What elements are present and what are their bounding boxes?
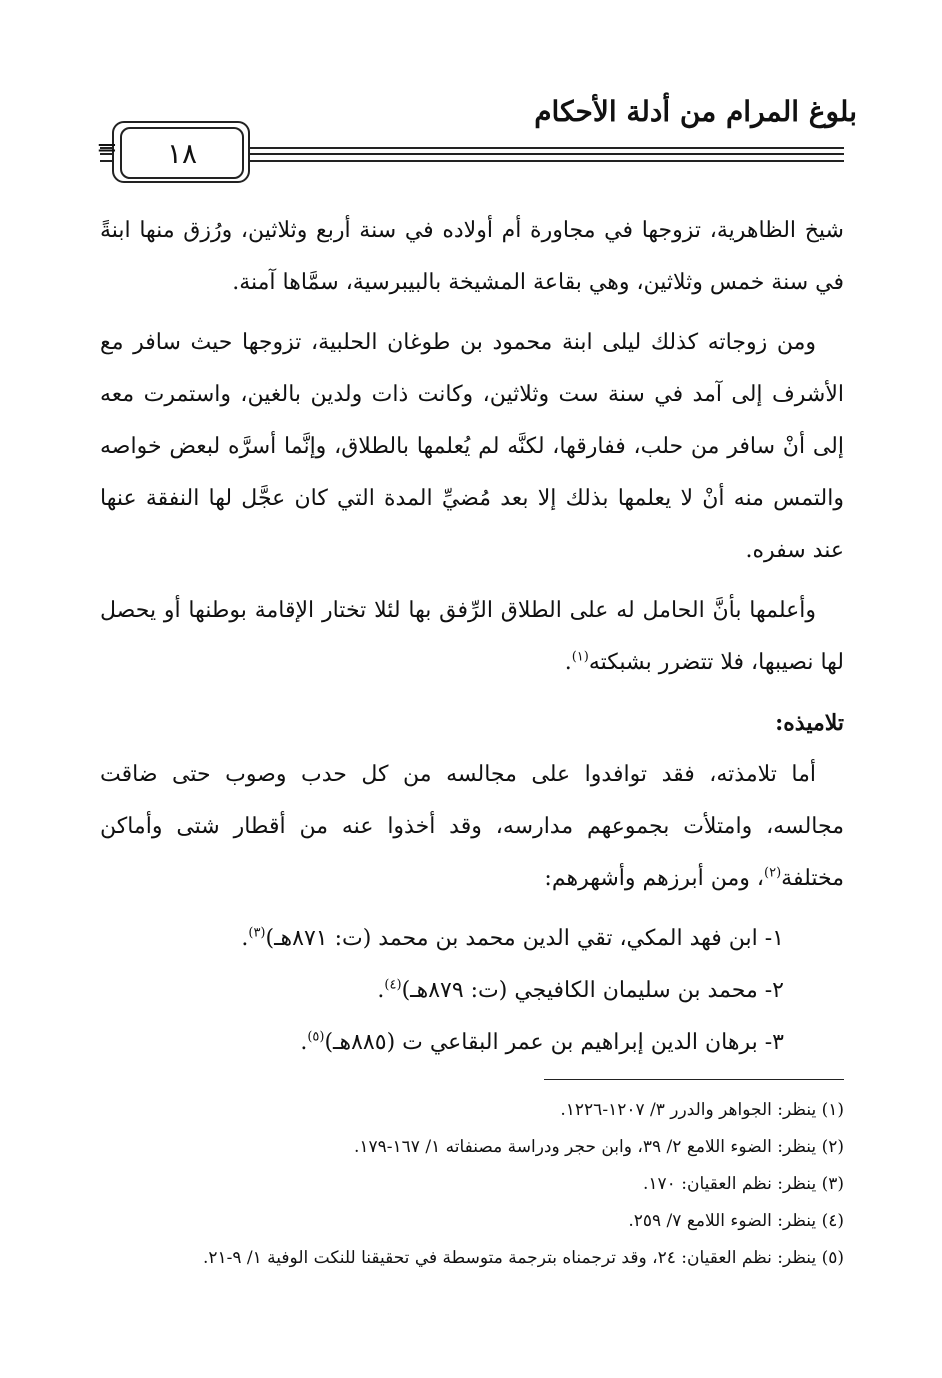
paragraph: شيخ الظاهرية، تزوجها في مجاورة أم أولاده في سنة أربع وثلاثين، ورُزق منها ابنةً في سنة خمس وثلاثين، وهي بقاعة المشيخة بالبيبرسية، سمَّاها آمنة. <box>100 218 844 295</box>
page-number: ١٨ <box>120 127 244 179</box>
list-item: ٢- محمد بن سليمان الكافيجي (ت: ٨٧٩هـ)$^{(٤)}$. <box>377 977 784 1003</box>
footnote-ref: (٥) <box>307 1029 325 1045</box>
section-heading: تلاميذه: <box>775 710 844 736</box>
paragraph-text: ، ومن أبرزهم وأشهرهم: <box>544 866 765 891</box>
footnote-ref: (١) <box>571 649 589 665</box>
footnote: (٥) ينظر: نظم العقيان: ٢٤، وقد ترجمناه بترجمة متوسطة في تحقيقنا للنكت الوفية ١/ ٩-٢١. <box>202 1248 844 1268</box>
punctuation: . <box>564 650 572 675</box>
paragraph <box>100 585 844 689</box>
footnote-ref: (٣) <box>248 925 266 941</box>
footnote-separator <box>544 1079 844 1080</box>
footnote: (٢) ينظر: الضوء اللامع ٢/ ٣٩، وابن حجر ودراسة مصنفاته ١/ ١٦٧-١٧٩. <box>353 1137 844 1157</box>
paragraph: ومن زوجاته كذلك ليلى ابنة محمود بن طوغان الحلبية، تزوجها حيث سافر مع الأشرف إلى آمد في سنة ست وثلاثين، وكانت ذات ولدين بالغين، واستمرت معه إلى أنْ سافر من حلب، ففارقها، لكنَّه لم يُعلمها بالطلاق، وإنَّما أسرَّه لبعض خواصه والتمس منه أنْ لا يعلمها بذلك إلا بعد مُضيِّ المدة التي كان عجَّل لها النفقة عنها عند سفره. <box>100 330 844 563</box>
footnote-ref: (٤) <box>384 977 402 993</box>
footnote: (١) ينظر: الجواهر والدرر ٣/ ١٢٠٧-١٢٢٦. <box>560 1100 844 1120</box>
list-item: ٣- برهان الدين إبراهيم بن عمر البقاعي ت (٨٨٥هـ)$^{(٥)}$. <box>300 1029 784 1055</box>
list-item: ١- ابن فهد المكي، تقي الدين محمد بن محمد (ت: ٨٧١هـ)$^{(٣)}$. <box>241 925 784 951</box>
paragraph <box>100 749 844 905</box>
paragraph-text: وأعلمها بأنَّ الحامل له على الطلاق الرِّفق بها لئلا تختار الإقامة بوطنها أو يحصل لها نصيبها، فلا تتضرر بشبكته <box>100 598 844 675</box>
paragraph-text: أما تلامذته، فقد توافدوا على مجالسه من كل حدب وصوب حتى ضاقت مجالسه، وامتلأت بجموعهم مدارسه، وقد أخذوا عنه من أقطار شتى وأماكن مختلفة <box>100 762 844 891</box>
students-list <box>100 913 844 1069</box>
footnote: (٣) ينظر: نظم العقيان: ١٧٠. <box>643 1174 844 1194</box>
body-text <box>100 205 844 1069</box>
header-ornament: = <box>96 133 118 163</box>
running-header-title: بلوغ المرام من أدلة الأحكام <box>534 95 857 128</box>
footnotes <box>100 1092 844 1277</box>
footnote: (٤) ينظر: الضوء اللامع ٧/ ٢٥٩. <box>628 1211 844 1231</box>
footnote-ref: (٢) <box>764 865 782 881</box>
